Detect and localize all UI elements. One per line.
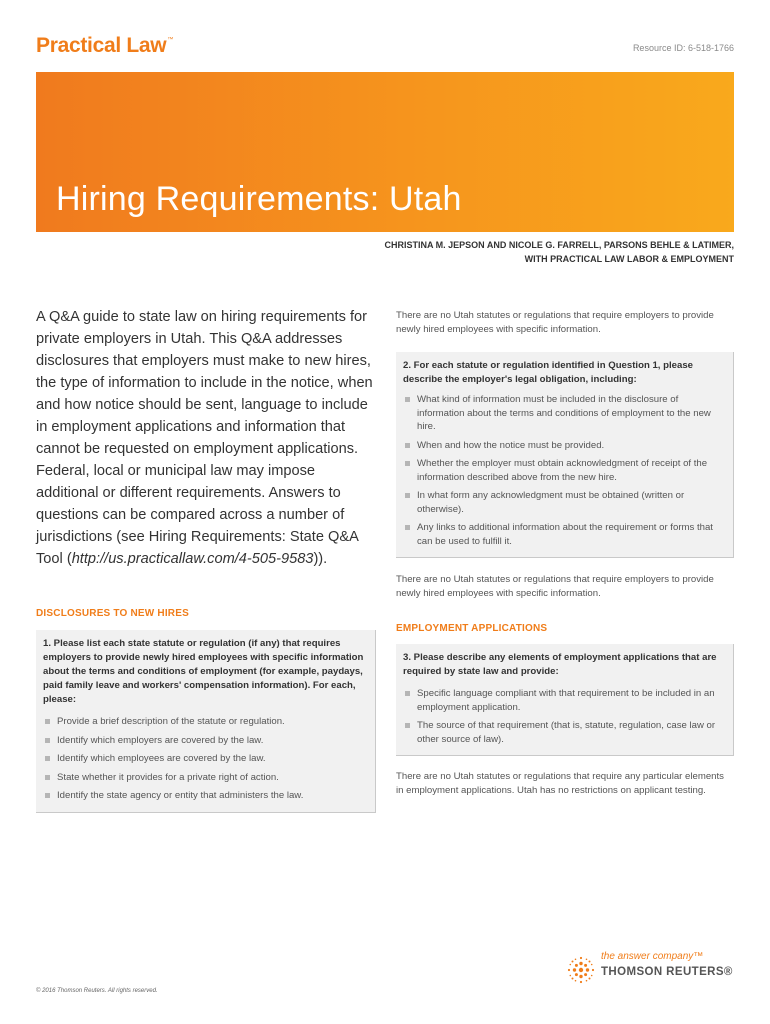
list-item: Identify the state agency or entity that administers the law. <box>43 789 368 803</box>
square-bullet-icon <box>45 775 50 780</box>
list-item: State whether it provides for a private right of action. <box>43 771 368 785</box>
copyright-notice: © 2016 Thomson Reuters. All rights reserved. <box>36 988 158 994</box>
square-bullet-icon <box>405 691 410 696</box>
list-item: Provide a brief description of the statute or regulation. <box>43 715 368 729</box>
square-bullet-icon <box>45 793 50 798</box>
left-column <box>36 306 376 813</box>
authors-line-1: CHRISTINA M. JEPSON AND NICOLE G. FARRELL, PARSONS BEHLE & LATIMER, <box>384 240 734 250</box>
square-bullet-icon <box>45 719 50 724</box>
intro-paragraph: A Q&A guide to state law on hiring requirements for private employers in Utah. This Q&A addresses disclosures that employers must make to new hires, the type of information to include in the notice, when and how notice should be sent, language to include in employment applications and information that cannot be requested on employment applications. Federal, local or municipal law may impose additional or different requirements. Answers to questions can be compared across a number of jurisdictions (see Hiring Requirements: State Q&A Tool (http://us.practicallaw.com/4-505-9583)). <box>36 309 373 567</box>
practical-law-logo: Practical Law™ <box>36 34 174 57</box>
square-bullet-icon <box>405 493 410 498</box>
list-item: Whether the employer must obtain acknowledgment of receipt of the information described above from the new hire. <box>403 457 726 484</box>
list-item: When and how the notice must be provided. <box>403 439 726 453</box>
question-2-box <box>396 352 734 558</box>
question-2-list <box>403 393 726 548</box>
square-bullet-icon <box>405 443 410 448</box>
question-3-box <box>396 644 734 756</box>
list-item: The source of that requirement (that is, statute, regulation, case law or other source of law). <box>403 719 726 746</box>
question-2-text: 2. For each statute or regulation identified in Question 1, please describe the employer's legal obligation, including: <box>403 360 694 385</box>
square-bullet-icon <box>45 738 50 743</box>
square-bullet-icon <box>405 461 410 466</box>
square-bullet-icon <box>405 525 410 530</box>
question-3-text: 3. Please describe any elements of employment applications that are required by state law and provide: <box>403 652 717 677</box>
question-1-box <box>36 630 376 813</box>
authors-line-2: WITH PRACTICAL LAW LABOR & EMPLOYMENT <box>524 254 734 264</box>
list-item: Identify which employers are covered by the law. <box>43 734 368 748</box>
qa-tool-link[interactable]: http://us.practicallaw.com/4-505-9583 <box>71 551 314 567</box>
list-item: Any links to additional information about the requirement or forms that can be used to fulfill it. <box>403 521 726 548</box>
square-bullet-icon <box>405 397 410 402</box>
section-heading-disclosures: DISCLOSURES TO NEW HIRES <box>36 608 189 619</box>
logo-trademark: ™ <box>167 37 174 43</box>
page-title: Hiring Requirements: Utah <box>56 180 462 218</box>
right-column <box>396 309 734 798</box>
question-3-list <box>403 687 726 746</box>
question-1-text: 1. Please list each state statute or regulation (if any) that requires employers to provide newly hired employees with specific information about the terms and conditions of employment (for example, paydays, paid family leave and workers' compensation information). For each, please: <box>43 638 364 705</box>
resource-id: Resource ID: 6-518-1766 <box>632 43 734 53</box>
list-item: Identify which employees are covered by the law. <box>43 752 368 766</box>
thomson-reuters-logo <box>567 950 737 990</box>
square-bullet-icon <box>45 756 50 761</box>
section-heading-applications: EMPLOYMENT APPLICATIONS <box>396 623 548 634</box>
tr-brand-name: THOMSON REUTERS® <box>601 966 733 978</box>
answer-3-text: There are no Utah statutes or regulations that require any particular elements in employment applications. Utah has no restrictions on applicant testing. <box>396 771 724 796</box>
authors-byline <box>214 238 734 266</box>
list-item: In what form any acknowledgment must be obtained (written or otherwise). <box>403 489 726 516</box>
square-bullet-icon <box>405 723 410 728</box>
tr-tagline: the answer company™ <box>601 951 704 962</box>
answer-2-text: There are no Utah statutes or regulations that require employers to provide newly hired employees with specific information. <box>396 574 714 599</box>
thomson-reuters-dots-icon <box>567 956 595 984</box>
list-item: What kind of information must be included in the disclosure of information about the terms and conditions of employment to the new hire. <box>403 393 726 434</box>
list-item: Specific language compliant with that requirement to be included in an employment application. <box>403 687 726 714</box>
question-1-list <box>43 715 368 803</box>
answer-1-text: There are no Utah statutes or regulations that require employers to provide newly hired employees with specific information. <box>396 310 714 335</box>
